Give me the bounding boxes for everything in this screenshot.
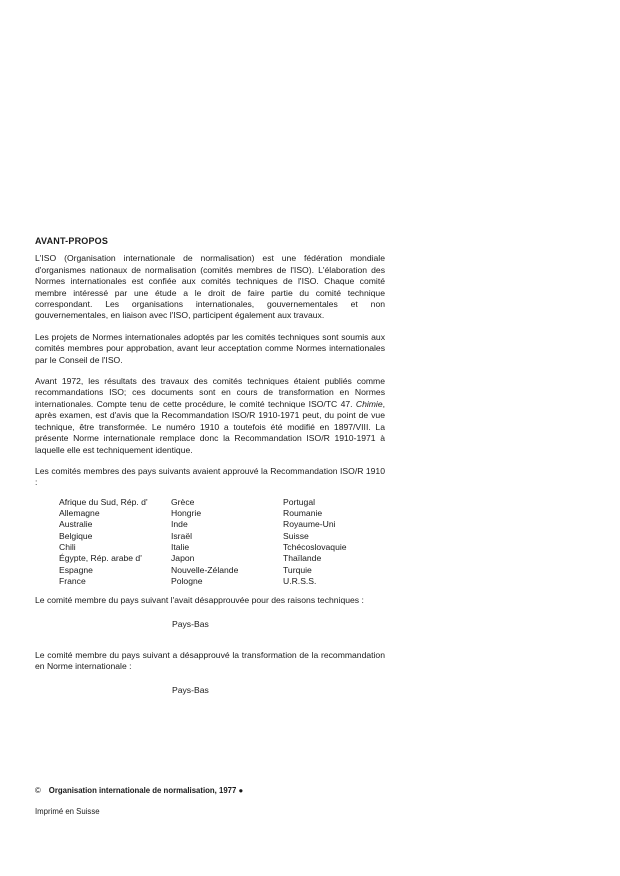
printed-in: Imprimé en Suisse [35,807,100,816]
paragraph-history [35,376,385,456]
paragraph-iso-intro: L'ISO (Organisation internationale de normalisation) est une fédération mondiale d'organismes nationaux de normalisation (comités membres de l'ISO). L'élaboration des Normes internationales est confiée aux comités techniques de l'ISO. Chaque comité membre intéressé par une étude a le droit de faire partie du comité technique correspondant. Les organisations internationales, gouvernementales et non gouvernementales, en liaison avec l'ISO, participent également aux travaux. [35,253,385,321]
country: Pologne [171,575,203,586]
country: Turquie [283,564,312,575]
paragraph-drafts: Les projets de Normes internationales adoptés par les comités techniques sont soumis aux comités membres pour approbation, avant leur acceptation comme Normes internationales par le Conseil de l'ISO. [35,331,385,365]
country-column-2 [171,497,283,587]
country: Suisse [283,530,309,541]
disapproving-country-1: Pays-Bas [172,618,209,629]
country: Japon [171,553,195,564]
approving-countries [59,497,385,587]
country: Australie [59,519,93,530]
country: Inde [171,519,188,530]
country: Afrique du Sud, Rép. d' [59,496,148,507]
country: Tchécoslovaquie [283,541,347,552]
country: U.R.S.S. [283,575,317,586]
foreword-section [35,236,385,716]
copyright-text: Organisation internationale de normalisation, 1977 ● [48,786,244,795]
country: Royaume-Uni [283,519,336,530]
country: France [59,575,86,586]
country: Roumanie [283,508,323,519]
committee-name: Chimie [355,398,383,409]
country: Thaïlande [283,553,322,564]
history-text-end: , après examen, est d'avis que la Recommandation ISO/R 1910-1971 peut, du point de vue technique, être transformée. Le numéro 1910 a toutefois été modifié en 1897/VIII. La présente Norme internationale remplace donc la Recommandation ISO/R 1910-1971 à laquelle elle est techniquement identique. [35,398,385,455]
paragraph-approvals: Les comités membres des pays suivants avaient approuvé la Recommandation ISO/R 1910 : [35,465,385,488]
history-text-start: Avant 1972, les résultats des travaux des comités techniques étaient publiés comme recommandations ISO; ces documents sont en cours de transformation en Normes internationales. Compte tenu de cette procédure, le comité technique ISO/TC 47. [35,376,385,409]
copyright-line [35,786,243,796]
country: Égypte, Rép. arabe d' [59,553,142,564]
country: Espagne [59,564,93,575]
country-column-1 [59,497,171,587]
copyright-symbol: © [35,786,41,795]
page-footer [35,786,243,817]
country: Belgique [59,530,93,541]
country-column-3 [283,497,383,587]
section-heading: AVANT-PROPOS [35,236,109,246]
paragraph-disapproval-transformation: Le comité membre du pays suivant a désapprouvé la transformation de la recommandation en Norme internationale : [35,649,385,672]
country: Nouvelle-Zélande [171,564,239,575]
country: Grèce [171,496,195,507]
country: Allemagne [59,508,100,519]
country: Italie [171,541,190,552]
country: Israël [171,530,193,541]
disapproving-country-2: Pays-Bas [172,684,209,695]
paragraph-disapproval-technical: Le comité membre du pays suivant l'avait désapprouvée pour des raisons techniques : [35,595,364,606]
country: Chili [59,541,76,552]
country: Hongrie [171,508,202,519]
country: Portugal [283,496,316,507]
